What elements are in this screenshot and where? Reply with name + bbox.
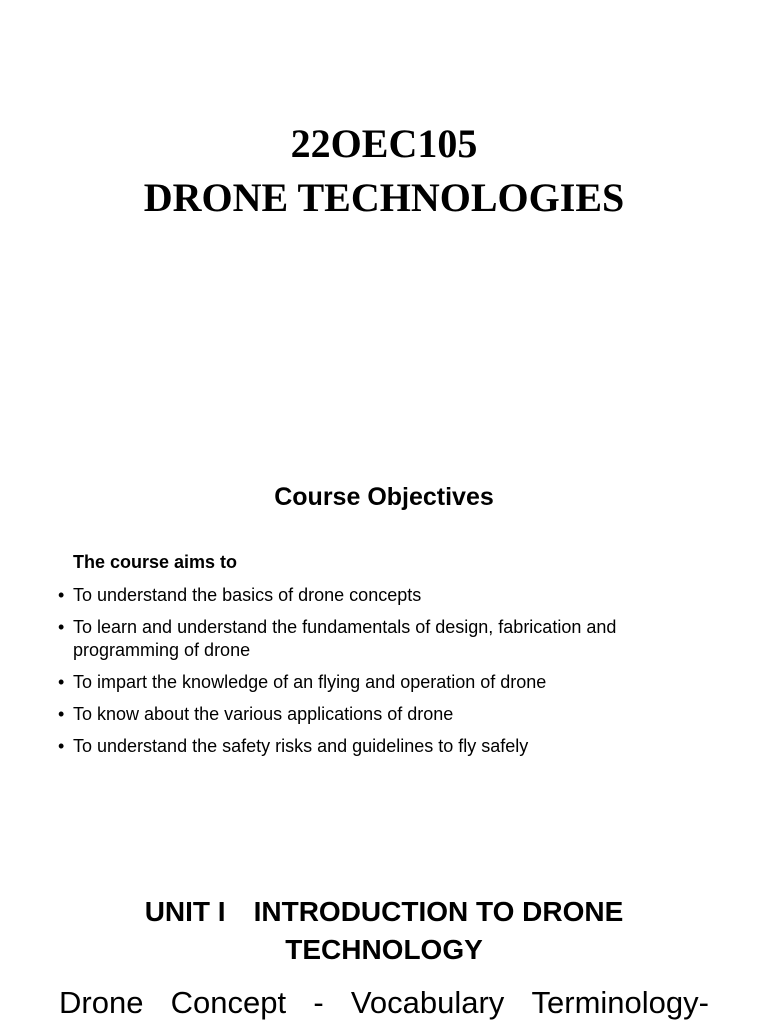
- bullet-icon: •: [58, 736, 65, 756]
- objective-text: To impart the knowledge of an flying and operation of drone: [73, 672, 547, 692]
- objective-text: To know about the various applications of drone: [73, 704, 454, 724]
- bullet-icon: •: [58, 704, 65, 724]
- objectives-intro: The course aims to: [73, 552, 238, 572]
- list-item: [58, 671, 718, 694]
- course-objectives-heading: Course Objectives: [274, 483, 494, 511]
- topic-word: Vocabulary: [350, 985, 505, 1020]
- course-code: 22OEC105: [290, 121, 478, 166]
- objective-text: To understand the basics of drone concepts: [73, 585, 422, 605]
- list-item: [58, 584, 718, 607]
- bullet-icon: •: [58, 617, 65, 637]
- unit-heading: [0, 893, 768, 969]
- unit-title-line2: TECHNOLOGY: [285, 934, 483, 965]
- list-item: [58, 616, 718, 662]
- unit-title-line1: INTRODUCTION TO DRONE: [253, 896, 624, 927]
- unit-topics: [59, 984, 709, 1022]
- topic-word: Drone: [59, 985, 144, 1020]
- topic-word: -: [313, 985, 324, 1020]
- list-item: [58, 703, 718, 726]
- list-item: [58, 735, 718, 758]
- objective-text: To learn and understand the fundamentals of design, fabrication and programming of drone: [73, 617, 617, 660]
- objective-text: To understand the safety risks and guidelines to fly safely: [73, 736, 529, 756]
- topic-word: Concept: [170, 985, 287, 1020]
- topic-word: Terminology-: [531, 985, 709, 1020]
- bullet-icon: •: [58, 585, 65, 605]
- bullet-icon: •: [58, 672, 65, 692]
- course-title: DRONE TECHNOLOGIES: [143, 175, 625, 220]
- unit-number: UNIT I: [144, 896, 226, 927]
- objectives-list: [58, 584, 718, 767]
